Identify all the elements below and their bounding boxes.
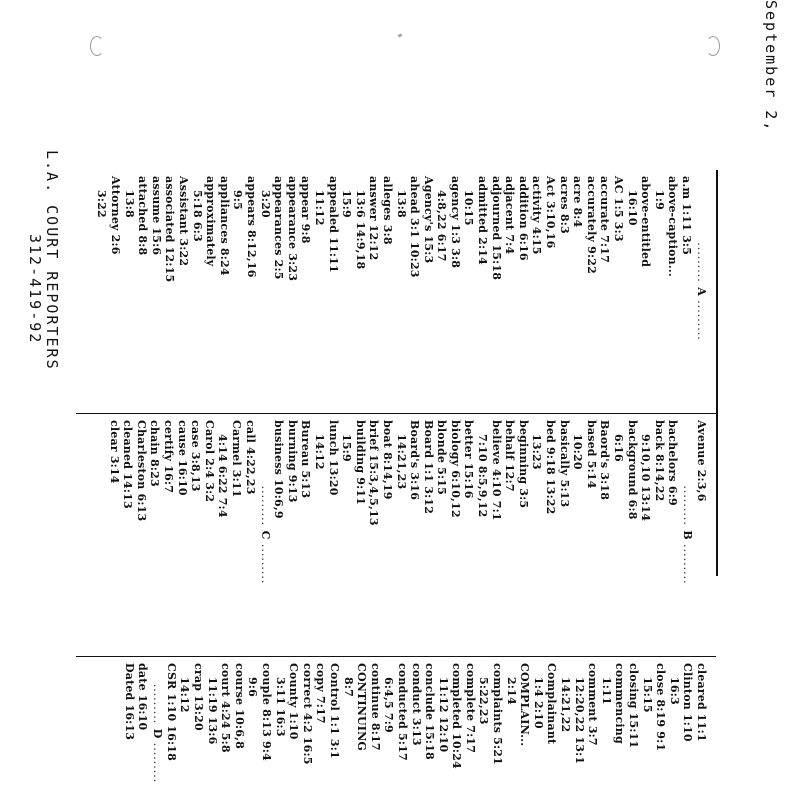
index-entry: above-entitled — [639, 176, 653, 268]
index-entry: activity 4:15 — [530, 176, 544, 255]
index-entry-continuation: 14:12 — [178, 677, 192, 713]
index-entry-continuation: 11:19 13:6 — [205, 677, 219, 745]
index-entry-continuation: 13:8 — [122, 190, 136, 218]
index-entry: conclude 15:18 — [423, 663, 437, 760]
index-entry: adjacent 7:4 — [503, 176, 517, 255]
index-entry-continuation: 9:5 — [231, 190, 245, 210]
index-entry-continuation: 13:6 14:9,18 — [353, 190, 367, 270]
letter-rule: ......... — [151, 738, 165, 784]
index-entry-continuation: 1:9 — [652, 190, 666, 210]
index-entry: comment 3:7 — [586, 663, 600, 746]
index-entry: accurate 7:17 — [598, 176, 612, 263]
index-entry: correct 4:2 16:5 — [300, 663, 314, 765]
index-entry-continuation: 13:8 — [394, 190, 408, 218]
index-entry: closing 15:11 — [627, 663, 641, 749]
index-entry: appearances 2:5 — [272, 176, 286, 280]
section-letter — [151, 663, 165, 804]
index-entry: appealed 11:11 — [326, 176, 340, 273]
index-entry: completed 10:24 — [450, 663, 464, 769]
letter-rule: ......... — [681, 539, 695, 585]
index-entry-continuation: 14:21,22 — [559, 677, 573, 733]
index-column-1 — [76, 170, 716, 413]
index-entry: appliances 8:24 — [217, 176, 231, 276]
index-entry-continuation: 7:10 8:5,9,12 — [476, 434, 490, 518]
index-entry-continuation: 15:9 — [340, 434, 354, 462]
letter-rule: ......... — [258, 539, 272, 585]
index-entry: court 4:24 5:8 — [219, 663, 233, 753]
index-entry: building 9:11 — [353, 420, 367, 506]
index-entry-continuation: 4:14 6:22 7:4 — [216, 434, 230, 518]
index-entry: clear 3:14 — [107, 420, 121, 484]
letter-text: C — [258, 530, 272, 540]
index-entry: Bureau 5:13 — [299, 420, 313, 499]
index-entry: Charleston 6:13 — [134, 420, 148, 522]
index-entry: behalf 12:7 — [503, 420, 517, 492]
index-entry: Complainant — [545, 663, 559, 745]
index-entry-continuation: 16:10 — [625, 190, 639, 226]
index-entry: commencing — [613, 663, 627, 744]
index-entry: Assistant 3:22 — [177, 176, 191, 267]
index-entry-continuation: 11:12 12:10 — [436, 677, 450, 753]
letter-rule: ......... — [258, 485, 272, 531]
index-entry: conduct 3:13 — [409, 663, 423, 746]
index-entry: Act 3:10,16 — [544, 176, 558, 249]
index-entry-continuation: 11:12 — [312, 190, 326, 226]
index-entry: above-caption... — [666, 176, 680, 277]
index-entry: biology 6:10,12 — [448, 420, 462, 518]
index-entry: bed 9:18 13:22 — [544, 420, 558, 515]
index-entry: complete 7:17 — [463, 663, 477, 754]
index-entry: copy 7:17 — [314, 663, 328, 724]
index-entry-continuation: 1:4 2:10 — [531, 677, 545, 729]
index-entry-continuation: 14:21,23 — [394, 434, 408, 490]
index-entry: cause 16:10 — [175, 420, 189, 496]
index-entry: assume 15:6 — [149, 176, 163, 256]
letter-rule: ......... — [681, 485, 695, 531]
index-entry-continuation: 9:6 — [246, 677, 260, 697]
index-entry: bachelors 6:9 — [666, 420, 680, 506]
index-entry-continuation: 13:23 — [530, 434, 544, 470]
index-entry-continuation: 3:11 16:3 — [273, 677, 287, 737]
index-entry: Carol 2:4 3:2 — [202, 420, 216, 503]
index-entry: complaints 5:21 — [491, 663, 505, 765]
index-entry-continuation: 5:22,23 — [477, 677, 491, 725]
index-entry: crap 13:20 — [192, 663, 206, 731]
index-entry: couple 8:13 9:4 — [260, 663, 273, 761]
index-entry: Baord's 3:18 — [598, 420, 612, 501]
index-entry: case 3:8,13 — [189, 420, 203, 492]
index-entry: Dated 16:13 — [122, 663, 136, 741]
index-entry-continuation: 14:12 — [312, 434, 326, 470]
index-entry: acres 8:3 — [557, 176, 571, 234]
index-entry-continuation: 3:22 — [95, 190, 109, 218]
header-date: September 2, — [762, 0, 780, 133]
index-entry: call 4:22,23 — [243, 420, 257, 495]
index-entry: accurately 9:22 — [584, 176, 598, 274]
index-entry: CONTINUING — [355, 663, 369, 751]
index-entry-continuation: 15:15 — [640, 677, 654, 713]
index-entry-continuation: 8:7 — [341, 677, 355, 697]
index-entry-continuation: 5:18 6:3 — [190, 190, 204, 242]
index-entry-continuation: 6:16 — [612, 434, 626, 462]
index-entry: agency 1:3 3:8 — [448, 176, 462, 269]
index-entry-continuation: 6:4,5 7:9 — [382, 677, 396, 733]
letter-rule: ......... — [151, 683, 165, 729]
section-letter — [260, 420, 270, 650]
index-entry: lunch 13:20 — [326, 420, 340, 496]
index-entry: cleared 11:1 — [695, 663, 708, 742]
index-entry: Board's 3:16 — [408, 420, 422, 501]
letter-text: B — [681, 530, 695, 540]
footer-reporter — [26, 150, 60, 371]
index-entry: believe 4:10 7:1 — [489, 420, 503, 521]
index-entry: based 5:14 — [584, 420, 598, 489]
index-entry: Control 1:1 3:1 — [327, 663, 341, 759]
index-entry-continuation: 10:15 — [462, 190, 476, 226]
index-entry: alleges 3:8 — [380, 176, 394, 245]
index-entry-continuation: 2:14 — [504, 677, 518, 705]
index-entry: cleaned 14:13 — [121, 420, 135, 509]
index-entry: back 8:14,22 — [652, 420, 666, 502]
index-entry-continuation: 3:20 — [258, 190, 272, 218]
index-entry: better 15:16 — [462, 420, 476, 499]
index-entry: business 10:6,9 — [272, 420, 286, 519]
index-entry: Attorney 2:6 — [109, 176, 123, 255]
letter-text: D — [151, 728, 165, 739]
word-index-table — [76, 170, 718, 784]
index-entry: Clinton 1:10 — [681, 663, 695, 742]
index-entry: brief 15:3,4,5,13 — [367, 420, 381, 526]
index-entry: appearance 3:23 — [285, 176, 299, 282]
index-entry: ahead 3:1 10:23 — [408, 176, 422, 278]
index-entry: answer 12:12 — [367, 176, 381, 261]
index-entry-continuation: 4:8,22 6:17 — [435, 190, 449, 262]
index-entry-continuation: 1:11 — [599, 677, 613, 705]
index-entry: COMPLAIN... — [518, 663, 532, 747]
index-entry: Carmel 3:11 — [230, 420, 243, 498]
index-entry-continuation: 9:10,10 13:14 — [639, 434, 653, 522]
reporter-name: L.A. COURT REPORTERS — [43, 150, 61, 371]
index-entry-continuation: 16:3 — [667, 677, 681, 705]
index-entry: acre 8:4 — [571, 176, 585, 228]
index-entry: close 8:19 9:1 — [654, 663, 668, 752]
index-entry: Avenue 2:3,6 — [695, 420, 708, 502]
index-entry: chain 8:23 — [148, 420, 162, 487]
letter-text: A — [695, 287, 708, 296]
index-entry-continuation: 10:20 — [571, 434, 585, 470]
index-entry-continuation: 15:9 — [340, 190, 354, 218]
index-entry: CSR 1:10 16:18 — [164, 663, 178, 761]
index-entry: appears 8:12,16 — [245, 176, 258, 278]
index-entry: approximately — [204, 176, 218, 267]
index-entry: course 10:6,8 — [232, 663, 246, 749]
index-column-2 — [76, 413, 716, 656]
index-entry-continuation: 12:20,22 13:1 — [572, 677, 586, 765]
index-entry: Agency's 15:3 — [421, 176, 435, 264]
section-letter — [681, 420, 695, 650]
index-entry: burning 9:13 — [285, 420, 299, 503]
index-entry: AC 1:5 3:3 — [612, 176, 626, 242]
index-entry: adjourned 15:18 — [489, 176, 503, 281]
letter-rule: ......... — [695, 242, 708, 288]
index-entry: admitted 2:14 — [476, 176, 490, 265]
index-entry: beginning 3:5 — [516, 420, 530, 509]
index-entry: associated 12:15 — [163, 176, 177, 283]
index-entry: appear 9:8 — [299, 176, 313, 244]
letter-rule: ......... — [695, 295, 708, 341]
index-entry: date 16:10 — [136, 663, 150, 731]
index-entry: attached 8:8 — [136, 176, 150, 256]
index-entry: boat 8:14,19 — [380, 420, 394, 500]
index-entry: background 6:8 — [625, 420, 639, 520]
section-letter — [696, 176, 706, 407]
index-entry: certify 16:7 — [162, 420, 176, 494]
reporter-phone: 312-419-92 — [26, 234, 44, 345]
index-entry: County 1:10 — [287, 663, 301, 740]
index-entry: basically 5:13 — [557, 420, 571, 508]
index-entry: conducted 5:17 — [395, 663, 409, 761]
index-entry: continue 8:17 — [368, 663, 382, 751]
index-entry: Board 1:1 3:12 — [421, 420, 435, 515]
index-entry: a.m 1:11 3:5 — [680, 176, 693, 256]
index-entry: addition 6:16 — [516, 176, 530, 261]
index-column-3 — [76, 656, 716, 810]
index-entry: blonde 5:15 — [435, 420, 449, 495]
